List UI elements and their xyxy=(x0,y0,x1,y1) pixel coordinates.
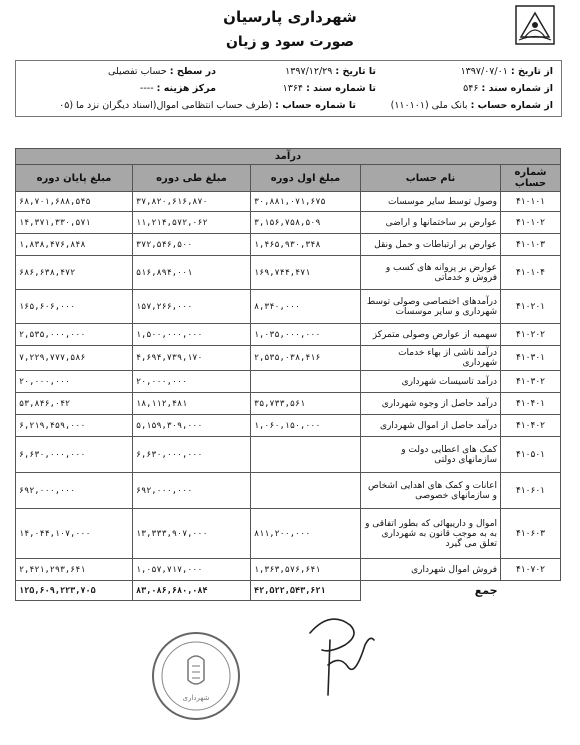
total-row xyxy=(16,581,561,601)
table-row xyxy=(16,415,561,437)
during-amount: ۱,۵۰۰,۰۰۰,۰۰۰ xyxy=(133,324,251,346)
svg-text:ﺷﻬﺮﺩﺍﺭﯼ: ﺷﻬﺮﺩﺍﺭﯼ xyxy=(182,694,210,702)
column-headers xyxy=(16,165,561,192)
table-row xyxy=(16,346,561,371)
closing-amount: ۶۸,۷۰۱,۶۸۸,۵۴۵ xyxy=(16,192,133,212)
account-name: اموال و دارییهائی که بطور اتفاقی و به به موجب قانون به شهرداری تعلق می گیرد xyxy=(361,509,501,559)
account-name: وصول توسط سایر موسسات xyxy=(361,192,501,212)
total-during: ۸۳,۰۸۶,۶۸۰,۰۸۴ xyxy=(133,581,251,601)
opening-amount: ۱,۰۳۵,۰۰۰,۰۰۰ xyxy=(251,324,361,346)
to-date: تا تاریخ : ۱۳۹۷/۱۲/۲۹ xyxy=(285,66,376,77)
account-name: عوارض بر پروانه های کسب و فروش و خدماتی xyxy=(361,256,501,290)
account-name: درآمد حاصل از اموال شهرداری xyxy=(361,415,501,437)
opening-amount: ۸۱۱,۲۰۰,۰۰۰ xyxy=(251,509,361,559)
opening-amount: ۱,۴۶۵,۹۳۰,۳۴۸ xyxy=(251,234,361,256)
closing-amount: ۶,۲۱۹,۴۵۹,۰۰۰ xyxy=(16,415,133,437)
account-code: ۴۱۰۴۰۱ xyxy=(501,393,561,415)
account-name: اعانات و کمک های اهدایی اشخاص و سازمانهای خصوصی xyxy=(361,473,501,509)
account-name: درآمد حاصل از وجوه شهرداری xyxy=(361,393,501,415)
to-doc-number: تا شماره سند : ۱۳۶۴ xyxy=(282,83,376,94)
table-row xyxy=(16,324,561,346)
official-seal-stamp xyxy=(150,630,242,722)
during-amount: ۳۷,۸۲۰,۶۱۶,۸۷۰ xyxy=(133,192,251,212)
during-amount: ۱۸,۱۱۲,۴۸۱ xyxy=(133,393,251,415)
closing-amount: ۷,۲۲۹,۷۷۷,۵۸۶ xyxy=(16,346,133,371)
col-account-name: نام حساب xyxy=(361,165,501,192)
table-row xyxy=(16,473,561,509)
opening-amount: ۳۰,۸۸۱,۰۷۱,۶۷۵ xyxy=(251,192,361,212)
col-closing-amount: مبلغ پایان دوره xyxy=(16,165,133,192)
closing-amount: ۲,۴۲۱,۲۹۳,۶۴۱ xyxy=(16,559,133,581)
opening-amount xyxy=(251,437,361,473)
handwritten-signature xyxy=(300,605,380,700)
account-code: ۴۱۰۲۰۲ xyxy=(501,324,561,346)
account-code: ۴۱۰۶۰۱ xyxy=(501,473,561,509)
page-subtitle: صورت سود و زیان xyxy=(225,34,354,50)
closing-amount: ۵۳,۸۴۶,۰۴۲ xyxy=(16,393,133,415)
income-statement-table xyxy=(15,148,560,601)
account-code: ۴۱۰۷۰۲ xyxy=(501,559,561,581)
during-amount: ۵,۱۵۹,۳۰۹,۰۰۰ xyxy=(133,415,251,437)
opening-amount xyxy=(251,371,361,393)
table-row xyxy=(16,192,561,212)
during-amount: ۱۳,۳۳۳,۹۰۷,۰۰۰ xyxy=(133,509,251,559)
closing-amount: ۶۹۲,۰۰۰,۰۰۰ xyxy=(16,473,133,509)
opening-amount: ۱,۰۶۰,۱۵۰,۰۰۰ xyxy=(251,415,361,437)
account-code: ۴۱۰۱۰۴ xyxy=(501,256,561,290)
total-closing: ۱۲۵,۶۰۹,۲۲۳,۷۰۵ xyxy=(16,581,133,601)
opening-amount: ۳,۱۵۶,۷۵۸,۵۰۹ xyxy=(251,212,361,234)
col-opening-amount: مبلغ اول دوره xyxy=(251,165,361,192)
account-name: درآمد تاسیسات شهرداری xyxy=(361,371,501,393)
during-amount: ۱۱,۲۱۴,۵۷۲,۰۶۲ xyxy=(133,212,251,234)
during-amount: ۵۱۶,۸۹۴,۰۰۱ xyxy=(133,256,251,290)
col-account-number: شماره حساب xyxy=(501,165,561,192)
account-code: ۴۱۰۴۰۲ xyxy=(501,415,561,437)
from-account-number: از شماره حساب : بانک ملی (۱۱۰۱۰۱) xyxy=(390,100,553,111)
table-row xyxy=(16,371,561,393)
closing-amount: ۱۴,۰۴۴,۱۰۷,۰۰۰ xyxy=(16,509,133,559)
account-code: ۴۱۰۱۰۲ xyxy=(501,212,561,234)
closing-amount: ۶۸۶,۶۳۸,۴۷۲ xyxy=(16,256,133,290)
group-title: درآمد xyxy=(16,149,561,165)
table-row xyxy=(16,559,561,581)
opening-amount: ۸,۳۴۰,۰۰۰ xyxy=(251,290,361,324)
opening-amount: ۱۶۹,۷۴۴,۴۷۱ xyxy=(251,256,361,290)
col-during-amount: مبلغ طی دوره xyxy=(133,165,251,192)
during-amount: ۳۷۲,۵۴۶,۵۰۰ xyxy=(133,234,251,256)
account-name: کمک های اعطایی دولت و سازمانهای دولتی xyxy=(361,437,501,473)
closing-amount: ۲,۵۳۵,۰۰۰,۰۰۰ xyxy=(16,324,133,346)
level: در سطح : حساب تفصیلی xyxy=(107,66,216,77)
account-code: ۴۱۰۶۰۳ xyxy=(501,509,561,559)
during-amount: ۱,۰۵۷,۷۱۷,۰۰۰ xyxy=(133,559,251,581)
opening-amount: ۱,۳۶۳,۵۷۶,۶۴۱ xyxy=(251,559,361,581)
account-code: ۴۱۰۵۰۱ xyxy=(501,437,561,473)
page-title: شهرداری پارسیان xyxy=(223,8,357,26)
during-amount: ۶,۶۳۰,۰۰۰,۰۰۰ xyxy=(133,437,251,473)
during-amount: ۲۰,۰۰۰,۰۰۰ xyxy=(133,371,251,393)
account-code: ۴۱۰۱۰۳ xyxy=(501,234,561,256)
table-row xyxy=(16,256,561,290)
table-row xyxy=(16,290,561,324)
table-row xyxy=(16,393,561,415)
closing-amount: ۱۴,۳۷۱,۳۳۰,۵۷۱ xyxy=(16,212,133,234)
account-name: عوارض بر ساختمانها و اراضی xyxy=(361,212,501,234)
account-name: فروش اموال شهرداری xyxy=(361,559,501,581)
account-name: سهمیه از عوارض وصولی متمرکز xyxy=(361,324,501,346)
account-name: درآمد ناشی از بهاء خدمات شهرداری xyxy=(361,346,501,371)
account-name: درآمدهای اختصاصی وصولی توسط شهرداری و سایر موسسات xyxy=(361,290,501,324)
closing-amount: ۱,۸۳۸,۴۷۶,۸۴۸ xyxy=(16,234,133,256)
table-row xyxy=(16,437,561,473)
income-table xyxy=(15,148,561,601)
opening-amount: ۳۵,۷۳۳,۵۶۱ xyxy=(251,393,361,415)
closing-amount: ۶,۶۳۰,۰۰۰,۰۰۰ xyxy=(16,437,133,473)
table-row xyxy=(16,234,561,256)
cost-center: مرکز هزینه : ---- xyxy=(139,83,216,94)
account-code: ۴۱۰۳۰۲ xyxy=(501,371,561,393)
opening-amount xyxy=(251,473,361,509)
report-parameters xyxy=(15,60,562,117)
table-row xyxy=(16,509,561,559)
account-code: ۴۱۰۱۰۱ xyxy=(501,192,561,212)
from-doc-number: از شماره سند : ۵۴۶ xyxy=(463,83,553,94)
closing-amount: ۱۶۵,۶۰۶,۰۰۰ xyxy=(16,290,133,324)
from-date: از تاریخ : ۱۳۹۷/۰۷/۰۱ xyxy=(460,66,553,77)
account-name: عوارض بر ارتباطات و حمل ونقل xyxy=(361,234,501,256)
total-opening: ۴۲,۵۲۲,۵۴۳,۶۲۱ xyxy=(251,581,361,601)
during-amount: ۱۵۷,۲۶۶,۰۰۰ xyxy=(133,290,251,324)
table-row xyxy=(16,212,561,234)
during-amount: ۶۹۲,۰۰۰,۰۰۰ xyxy=(133,473,251,509)
total-label: جمع xyxy=(474,584,498,598)
closing-amount: ۲۰,۰۰۰,۰۰۰ xyxy=(16,371,133,393)
account-code: ۴۱۰۲۰۱ xyxy=(501,290,561,324)
to-account-number: تا شماره حساب : (طرف حساب انتظامی اموال(اسناد دیگران نزد ما (۰۵ xyxy=(59,100,356,111)
opening-amount: ۲,۵۳۵,۰۳۸,۴۱۶ xyxy=(251,346,361,371)
account-code: ۴۱۰۳۰۱ xyxy=(501,346,561,371)
during-amount: ۴,۶۹۴,۷۳۹,۱۷۰ xyxy=(133,346,251,371)
